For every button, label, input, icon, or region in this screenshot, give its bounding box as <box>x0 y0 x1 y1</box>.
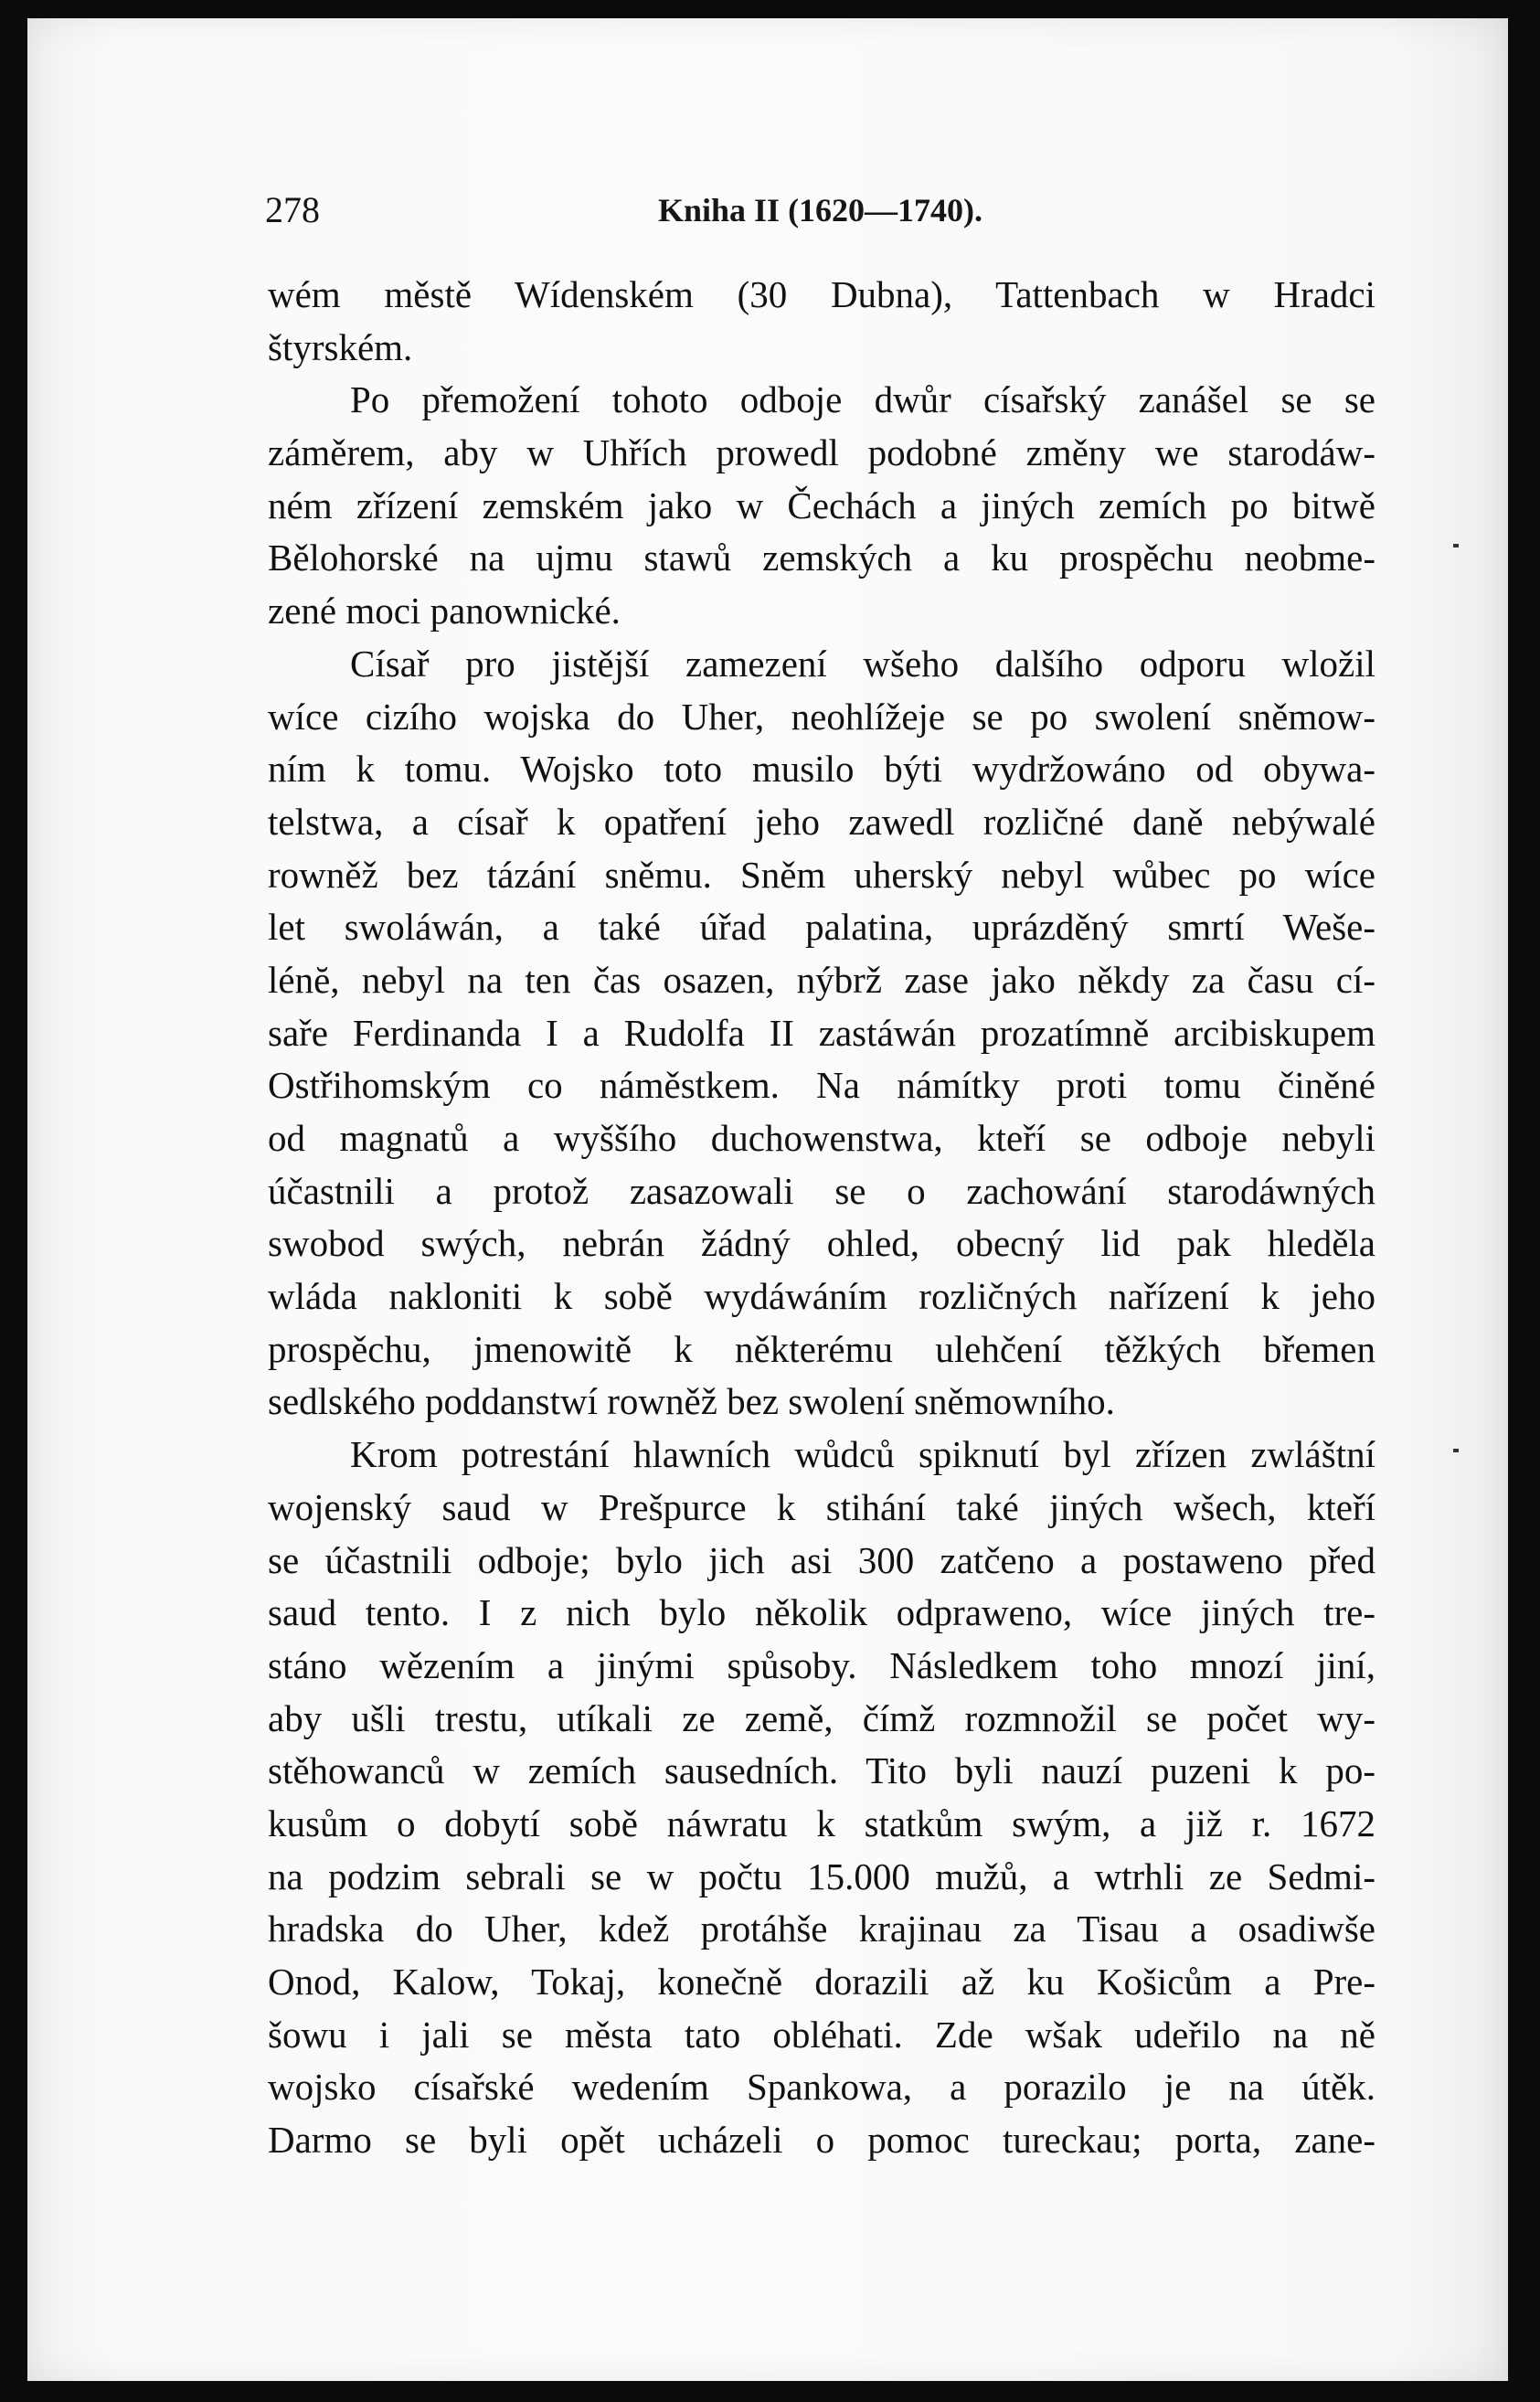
text-line: kusům o dobytí sobě náwratu k statkům swým, a již r. 1672 <box>268 1802 1375 1844</box>
text-line: Onod, Kalow, Tokaj, konečně dorazili až ku Košicům a Pre- <box>268 1961 1375 2003</box>
text-line: stěhowanců w zemích sausedních. Tito byli nauzí puzeni k po- <box>268 1749 1375 1792</box>
text-line: Po přemožení tohoto odboje dwůr císařský zanášel se se <box>350 378 1375 421</box>
text-line: ném zřízení zemském jako w Čechách a jiných zemích po bitwě <box>268 484 1375 526</box>
text-line: na podzim sebrali se w počtu 15.000 mužů, a wtrhli ze Sedmi- <box>268 1855 1375 1897</box>
text-line: se účastnili odboje; bylo jich asi 300 zatčeno a postaweno před <box>268 1538 1375 1581</box>
text-line: wíce cizího wojska do Uher, neohlížeje se po swolení sněmow- <box>268 695 1375 738</box>
page-header <box>265 183 1375 238</box>
text-line: saud tento. I z nich bylo několik odprawenо, wíce jiných tre- <box>268 1591 1375 1634</box>
text-line: účastnili a protož zasazowali se o zachowání starodáwných <box>268 1169 1375 1212</box>
text-line: wojsko císařské wedením Spankowa, a porazilo je na útěk. <box>268 2066 1375 2109</box>
text-line: let swoláwán, a také úřad palatina, uprázděný smrtí Weše- <box>268 906 1375 949</box>
running-title: Kniha II (1620—1740). <box>658 192 983 229</box>
page-number: 278 <box>265 189 320 230</box>
text-line: hradska do Uher, kdež protáhše krajinau za Tisau a osadiwše <box>268 1908 1375 1950</box>
scan-speck <box>1453 1449 1459 1452</box>
text-line: Bělohorské na ujmu stawů zemských a ku prospěchu neobme- <box>268 537 1375 579</box>
text-line: Císař pro jistější zamezení wšeho dalšího odporu wložil <box>350 642 1375 685</box>
text-line: wláda nakloniti k sobě wydáwáním rozličných nařízení k jeho <box>268 1275 1375 1318</box>
text-line: záměrem, aby w Uhřích prowedl podobné změny we starodáw- <box>268 431 1375 474</box>
text-line: Darmo se byli opět ucházeli o pomoc tureckau; porta, zane- <box>268 2119 1375 2162</box>
text-line: swobod swých, nebrán žádný ohled, obecný lid pak hleděla <box>268 1222 1375 1265</box>
text-line: prospěchu, jmenowitě k některému ulehčení těžkých břemen <box>268 1327 1375 1370</box>
text-line: ním k tomu. Wojsko toto musilo býti wydržowáno od obywa- <box>268 748 1375 791</box>
text-line: Krom potrestání hlawních wůdců spiknutí byl zřízen zwláštní <box>350 1433 1375 1476</box>
text-line: zené moci panownické. <box>268 590 621 632</box>
text-line: telstwa, a císař k opatření jeho zawedl rozličné daně nebýwalé <box>268 800 1375 843</box>
text-line: od magnatů a wyššího duchowenstwa, kteří se odboje nebyli <box>268 1117 1375 1159</box>
text-line: aby ušli trestu, utíkali ze země, čímž rozmnožil se počet wy- <box>268 1696 1375 1739</box>
text-line: wém městě Wídenském (30 Dubna), Tattenbach w Hradci <box>268 273 1375 315</box>
scan-speck <box>1453 544 1459 547</box>
text-line: stáno wězením a jinými spůsoby. Následkem toho mnozí jiní, <box>268 1643 1375 1686</box>
text-line: wojenský saud w Prešpurce k stihání také jiných wšech, kteří <box>268 1485 1375 1528</box>
text-line: sedlského poddanstwí rowněž bez swolení sněmowního. <box>268 1380 1115 1423</box>
body-text <box>268 269 1375 2167</box>
text-line: lénĕ, nebyl na ten čas osazen, nýbrž zase jako někdy za času cí- <box>268 958 1375 1001</box>
text-line: rowněž bez tázání sněmu. Sněm uherský nebyl wůbec po wíce <box>268 853 1375 896</box>
text-line: štyrském. <box>268 325 413 368</box>
text-line: Ostřihomským co náměstkem. Na námítky proti tomu činěné <box>268 1064 1375 1107</box>
text-line: saře Ferdinanda I a Rudolfa II zastáwán prozatímně arcibiskupem <box>268 1011 1375 1054</box>
text-line: šowu i jali se města tato obléhati. Zde wšak udeřilo na ně <box>268 2013 1375 2056</box>
